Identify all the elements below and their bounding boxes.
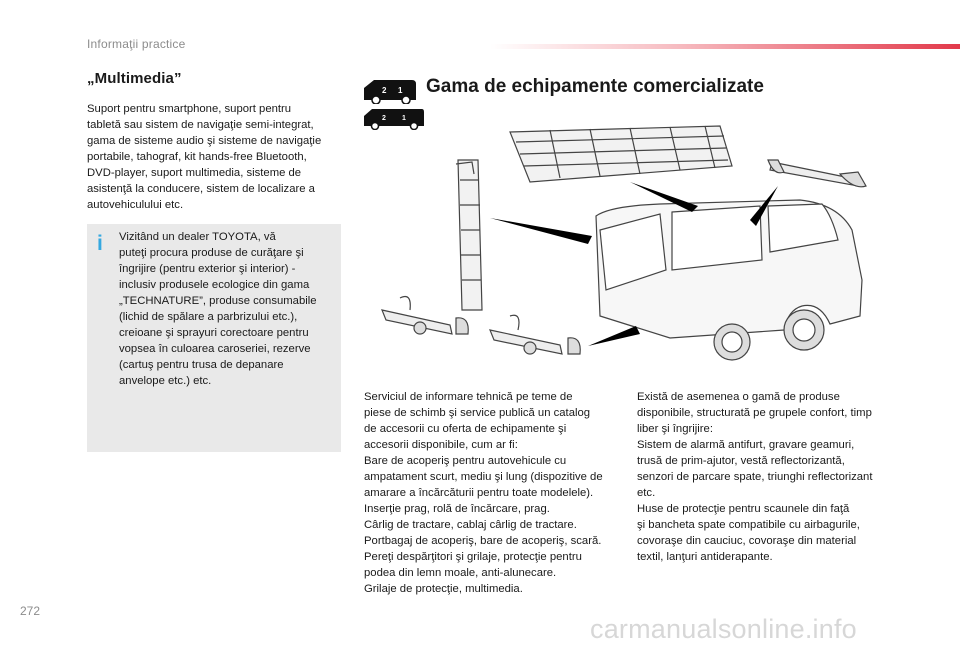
equipment-heading: Gama de echipamente comercializate — [426, 76, 764, 97]
accessories-illustration — [360, 120, 880, 370]
watermark: carmanualsonline.info — [590, 614, 857, 644]
pointer-ladder — [490, 218, 592, 244]
info-icon: i — [97, 232, 103, 255]
svg-text:2: 2 — [382, 115, 386, 122]
tow-hook-1-image — [382, 297, 468, 335]
van-image — [596, 200, 862, 360]
info-box — [87, 224, 341, 452]
equipment-text-col1: Serviciul de informare tehnică pe teme de piese de schimb şi service publică un catalog de accesorii cu oferta de echipamente şi accesorii disponibile, cum ar fi: Bare de acoperiş pentru autovehicule cu ampatament scurt, mediu şi lung (dispozitive de amarare a încărcăturii pentru toate modelele). Inserţie prag, rolă de încărcare, prag. Cârlig de tractare, cablaj cârlig de tractare. Portbagaj de acoperiş, bare de acoperiş, scară. Pereţi despărţitori şi grilaje, protecţie pentru podea din lemn moale, anti-alunecare. Grilaje de protecţie, multimedia. — [364, 391, 603, 595]
roof-rack-image — [510, 126, 732, 182]
svg-text:1: 1 — [402, 115, 406, 122]
van-large-icon — [362, 76, 418, 104]
svg-text:2: 2 — [382, 86, 387, 95]
info-box-text: Vizitând un dealer TOYOTA, vă puteţi procura produse de curăţare şi îngrijire (pentru exterior şi interior) - inclusiv produsele ecologice din gama „TECHNATURE”, produse consumabile (lichid de spălare a parbrizului etc.), creioane şi sprayuri corectoare pentru vopsea în culoarea caroseriei, rezerve (cartuş pentru trusa de depanare anvelope etc.) etc. — [119, 231, 317, 387]
multimedia-body: Suport pentru smartphone, suport pentru tabletă sau sistem de navigaţie semi-integrat, gama de sisteme audio şi sisteme de navigaţie portabile, tahograf, kit hands-free Bluetooth, DVD-player, suport multimedia, sisteme de asistenţă la conducere, sistem de localizare a autovehiculului etc. — [87, 103, 322, 211]
ladder-image — [456, 160, 482, 310]
page-number: 272 — [20, 604, 41, 618]
header-accent-bar — [490, 44, 960, 49]
section-title: Informaţii practice — [87, 37, 186, 51]
multimedia-section — [87, 70, 342, 213]
multimedia-heading: „Multimedia” — [87, 70, 182, 87]
roof-bar-image — [768, 160, 866, 187]
svg-text:1: 1 — [398, 86, 403, 95]
tow-hook-2-image — [490, 315, 580, 354]
pointer-tow-hook — [588, 326, 640, 346]
equipment-text-col2: Există de asemenea o gamă de produse disponibile, structurată pe grupele confort, timp liber şi îngrijire: Sistem de alarmă antifurt, gravare geamuri, trusă de prim-ajutor, vestă reflectorizantă, senzori de parcare spate, triunghi reflectorizant etc. Huse de protecţie pentru scaunele din faţă şi bancheta spate compatibile cu airbagurile, covoraşe din cauciuc, covoraşe din material textil, lanţuri antiderapante. — [637, 391, 873, 563]
